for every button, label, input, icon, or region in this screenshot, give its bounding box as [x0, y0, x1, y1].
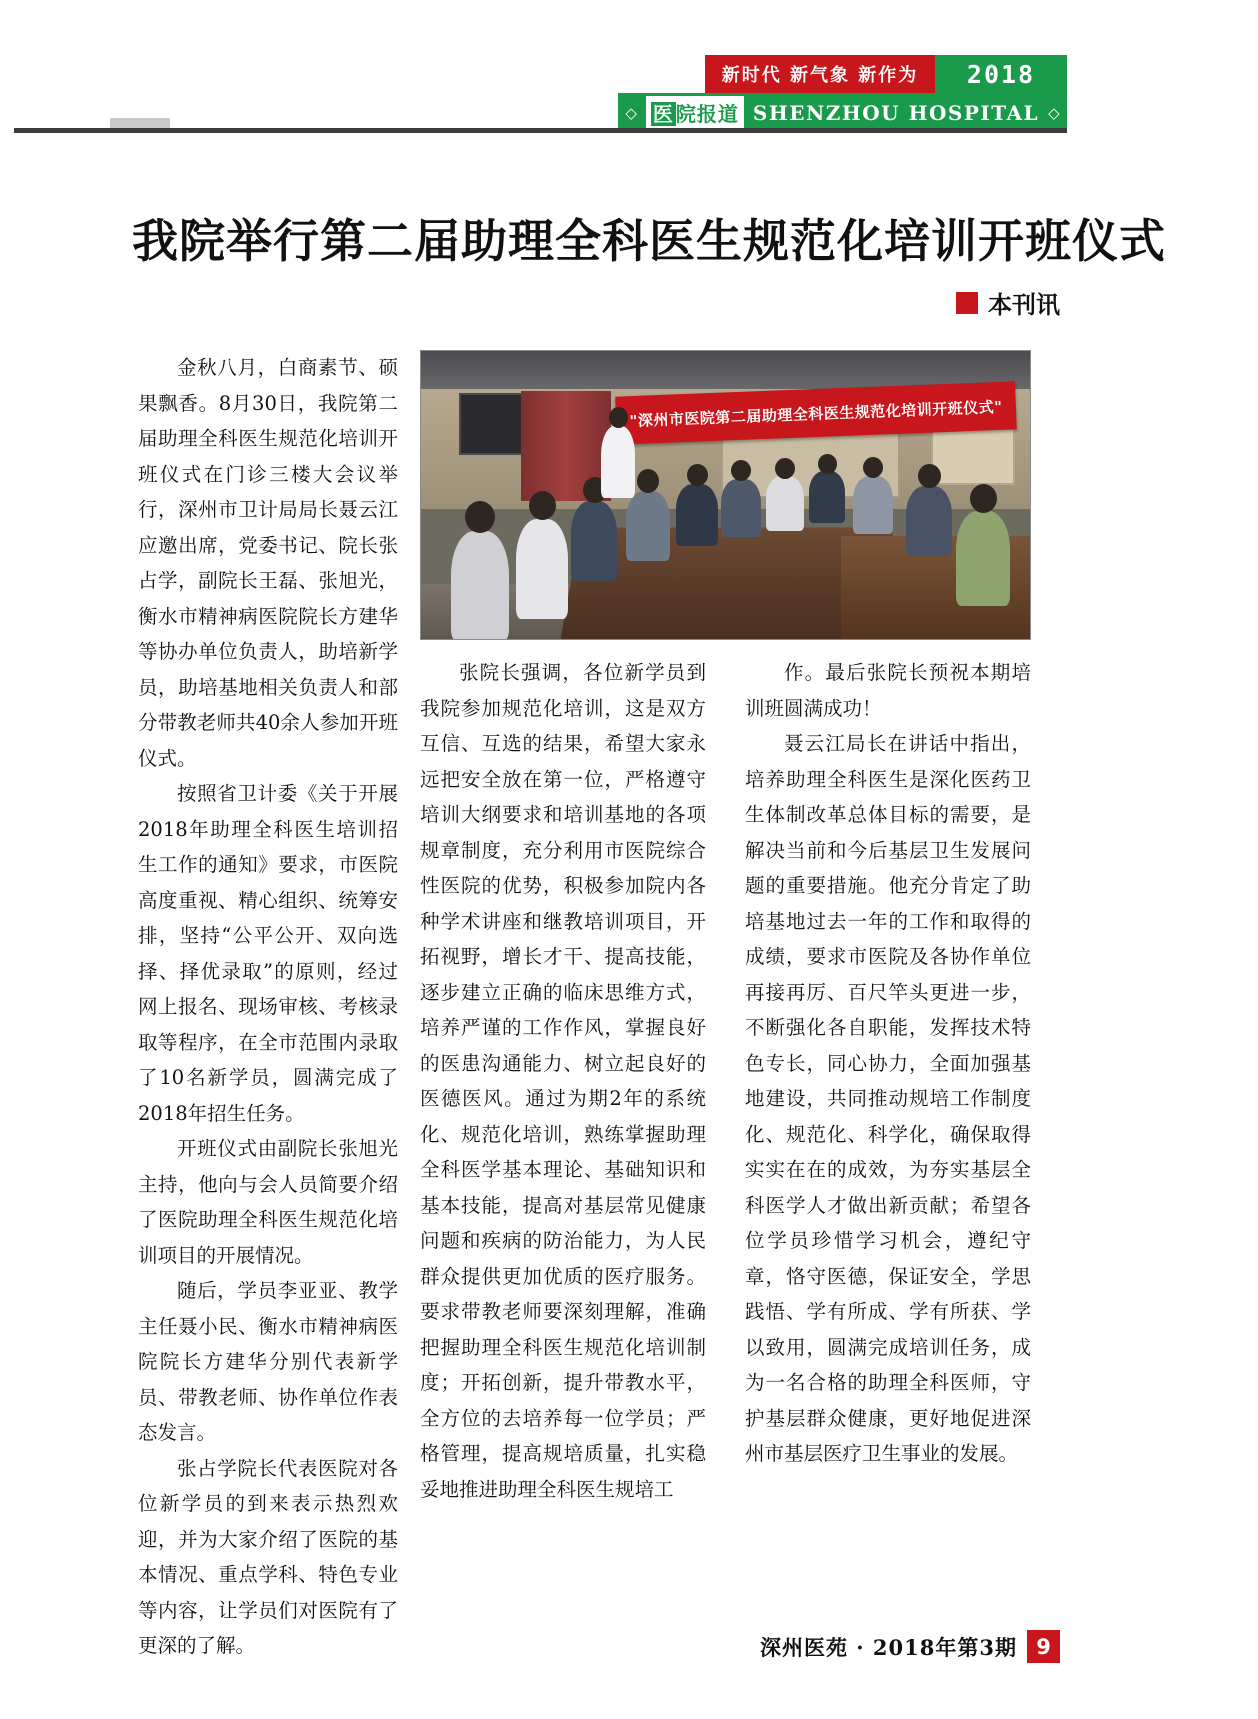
photo-person: [721, 479, 761, 537]
page-header: [0, 0, 1258, 140]
photo-person-head: [529, 491, 556, 520]
photo-person: [676, 484, 718, 546]
header-slogan-banner: [705, 55, 935, 93]
byline-text: 本刊讯: [988, 291, 1060, 319]
header-section-cn-first: 医: [652, 102, 674, 126]
photo-banner-text: "深州市医院第二届助理全科医生规范化培训开班仪式": [629, 397, 1003, 430]
photo-person-head: [863, 457, 883, 478]
byline: [0, 285, 1060, 320]
page-footer: [0, 1630, 1060, 1663]
paragraph: 开班仪式由副院长张旭光主持，他向与会人员简要介绍了医院助理全科医生规范化培训项目的开展情况。: [138, 1137, 398, 1267]
photo-person: [601, 426, 635, 498]
header-year-text: 2018: [966, 59, 1036, 89]
photo-person: [906, 486, 952, 556]
photo-person-head: [731, 460, 751, 481]
header-slogan-text: 新时代 新气象 新作为: [721, 65, 919, 86]
footer-publication: 深州医苑 · 2018年第3期: [760, 1634, 1017, 1660]
photo-person-head: [637, 469, 659, 493]
photo-person-head: [687, 464, 708, 486]
photo-person: [956, 511, 1010, 606]
photo-person-head: [465, 501, 495, 533]
paragraph: 张占学院长代表医院对各位新学员的到来表示热烈欢迎，并为大家介绍了医院的基本情况、重点学科、特色专业等内容，让学员们对医院有了更深的了解。: [138, 1456, 398, 1657]
paragraph: 随后，学员李亚亚、教学主任聂小民、衡水市精神病医院院长方建华分别代表新学员、带教老师、协作单位作表态发言。: [138, 1279, 398, 1444]
photo-person: [626, 491, 670, 561]
photo-person: [766, 476, 804, 531]
photo-person: [809, 471, 845, 523]
header-rule: [14, 128, 1067, 133]
paragraph: 按照省卫计委《关于开展2018年助理全科医生培训招生工作的通知》要求，市医院高度重视、精心组织、统筹安排，坚持“公平公开、双向选择、择优录取”的原则，经过网上报名、现场审核、考核录取等程序，在全市范围内录取了10名新学员，圆满完成了2018年招生任务。: [138, 782, 398, 1125]
body-column-2: [420, 655, 706, 1507]
photo-person-head: [775, 458, 795, 479]
paragraph: 金秋八月，白商素节、硕果飘香。8月30日，我院第二届助理全科医生规范化培训开班仪式在门诊三楼大会议举行，深州市卫计局局长聂云江应邀出席，党委书记、院长张占学，副院长王磊、张旭光，衡水市精神病医院院长方建华等协办单位负责人，助培新学员，助培基地相关负责人和部分带教老师共40余人参加开班仪式。: [138, 356, 398, 770]
body-column-3: [745, 655, 1031, 1472]
body-column-1: [138, 350, 398, 1664]
diamond-left-icon: ◇: [625, 103, 637, 122]
photo-person-head: [818, 454, 837, 474]
photo-person: [853, 476, 893, 534]
photo-person-head: [918, 464, 941, 488]
header-section-cn-rest: 院报道: [675, 102, 739, 126]
paragraph: 聂云江局长在讲话中指出，培养助理全科医生是深化医药卫生体制改革总体目标的需要，是解决当前和今后基层卫生发展问题的重要措施。他充分肯定了助培基地过去一年的工作和取得的成绩，要求市医院及各协作单位再接再厉、百尺竿头更进一步，不断强化各自职能，发挥技术特色专长，同心协力，全面加强基地建设，共同推动规培工作制度化、规范化、科学化，确保取得实实在在的成效，为夯实基层全科医学人才做出新贡献；希望各位学员珍惜学习机会，遵纪守章，恪守医德，保证安全，学思践悟、学有所成、学有所获、学以致用，圆满完成培训任务，成为一名合格的助理全科医师，守护基层群众健康，更好地促进深州市基层医疗卫生事业的发展。: [745, 732, 1031, 1465]
paragraph: 张院长强调，各位新学员到我院参加规范化培训，这是双方互信、互选的结果，希望大家永远把安全放在第一位，严格遵守培训大纲要求和培训基地的各项规章制度，充分利用市医院综合性医院的优势，积极参加院内各种学术讲座和继教培训项目，开拓视野，增长才干、提高技能，逐步建立正确的临床思维方式，培养严谨的工作作风，掌握良好的医患沟通能力、树立起良好的医德医风。通过为期2年的系统化、规范化培训，熟练掌握助理全科医学基本理论、基础知识和基本技能，提高对基层常见健康问题和疾病的防治能力，为人民群众提供更加优质的医疗服务。要求带教老师要深刻理解，准确把握助理全科医生规范化培训制度；开拓创新，提升带教水平，全方位的去培养每一位学员；严格管理，提高规培质量，扎实稳妥地推进助理全科医生规培工: [420, 661, 706, 1501]
paragraph: 作。最后张院长预祝本期培训班圆满成功！: [745, 661, 1031, 720]
photo-person: [571, 501, 617, 581]
photo-person-head: [970, 484, 997, 513]
diamond-right-icon: ◇: [1048, 103, 1060, 122]
footer-page-number: 9: [1027, 1630, 1060, 1663]
article-title: 我院举行第二届助理全科医生规范化培训开班仪式: [132, 214, 1166, 268]
header-section-bar: [618, 93, 1067, 132]
photo-person: [516, 519, 568, 619]
byline-marker-icon: [956, 292, 978, 314]
photo-person-head: [609, 407, 628, 428]
article-photo: [420, 350, 1031, 640]
header-section-cn: [646, 96, 744, 129]
photo-person: [451, 531, 509, 640]
header-section-en: SHENZHOU HOSPITAL: [752, 100, 1040, 125]
header-year-badge: [935, 55, 1067, 93]
